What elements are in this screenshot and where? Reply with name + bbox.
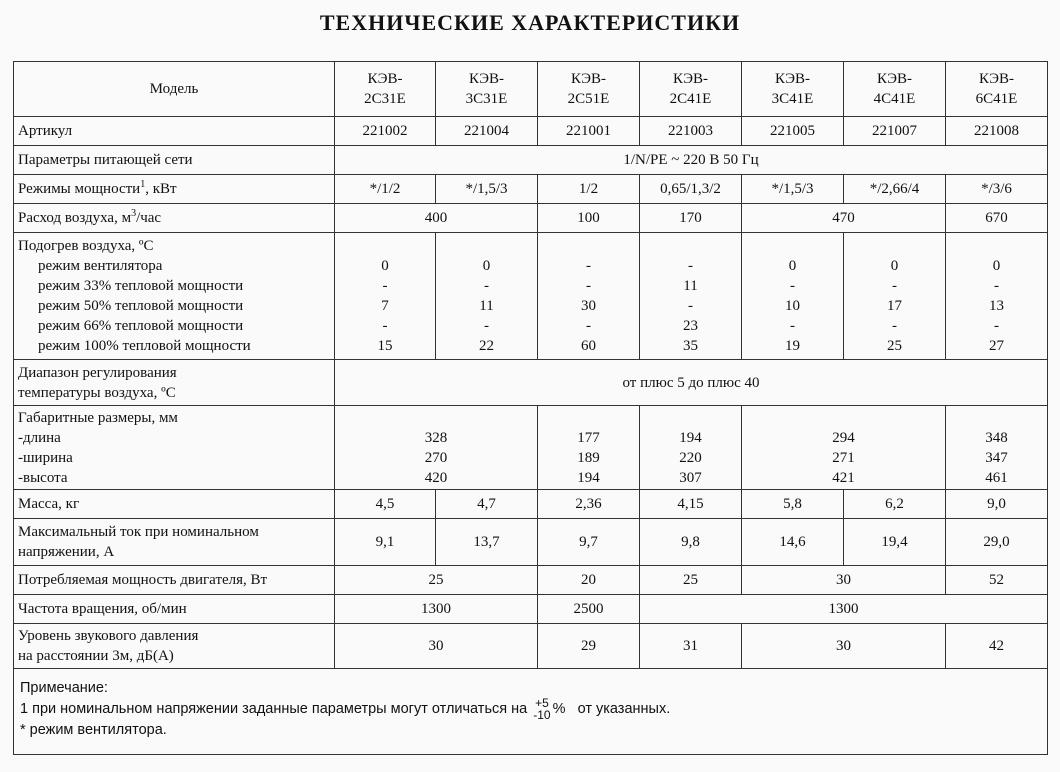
table-cell: 221008	[946, 117, 1048, 146]
model-label: Модель	[14, 62, 335, 117]
table-cell: 9,1	[335, 519, 436, 566]
table-cell: 294 271 421	[742, 406, 946, 490]
table-row	[14, 406, 1048, 490]
table-cell: 13,7	[436, 519, 538, 566]
table-row	[14, 62, 1048, 117]
table-cell: 30	[742, 624, 946, 669]
table-cell: - 11 - 23 35	[640, 233, 742, 360]
specs-table	[13, 61, 1048, 755]
table-cell: 670	[946, 204, 1048, 233]
model-cell: КЭВ- 2С41Е	[640, 62, 742, 117]
table-cell: 194 220 307	[640, 406, 742, 490]
noise-label: Уровень звукового давления на расстоянии 3м, дБ(А)	[14, 624, 335, 669]
page-title: ТЕХНИЧЕСКИЕ ХАРАКТЕРИСТИКИ	[319, 10, 741, 35]
network-value: 1/N/PE ~ 220 В 50 Гц	[335, 146, 1048, 175]
article-label: Артикул	[14, 117, 335, 146]
table-cell: 221001	[538, 117, 640, 146]
model-cell: КЭВ- 3С31Е	[436, 62, 538, 117]
table-cell: 170	[640, 204, 742, 233]
table-row	[14, 117, 1048, 146]
dimensions-label: Габаритные размеры, мм -длина -ширина -высота	[14, 406, 335, 490]
table-cell: 221002	[335, 117, 436, 146]
notes: Примечание: 1 при номинальном напряжении заданные параметры могут отличаться на +5 -10 % от указанных. * режим вентилятора.	[14, 669, 1048, 755]
table-cell: 20	[538, 566, 640, 595]
model-cell: КЭВ- 2С51Е	[538, 62, 640, 117]
table-cell: 6,2	[844, 490, 946, 519]
model-cell: КЭВ- 3С41Е	[742, 62, 844, 117]
mass-label: Масса, кг	[14, 490, 335, 519]
tolerance-fraction: +5 -10	[533, 696, 551, 722]
table-cell: 470	[742, 204, 946, 233]
table-row	[14, 175, 1048, 204]
table-cell: 29,0	[946, 519, 1048, 566]
table-cell: 328 270 420	[335, 406, 538, 490]
table-row	[14, 566, 1048, 595]
model-cell: КЭВ- 6С41Е	[946, 62, 1048, 117]
current-label: Максимальный ток при номинальном напряжении, А	[14, 519, 335, 566]
table-cell: 9,8	[640, 519, 742, 566]
heating-label: Подогрев воздуха, ºС режим вентилятора режим 33% тепловой мощности режим 50% тепловой мощности режим 66% тепловой мощности режим 100% тепловой мощности	[14, 233, 335, 360]
table-row	[14, 669, 1048, 755]
table-cell: 2500	[538, 595, 640, 624]
table-cell: */1/2	[335, 175, 436, 204]
table-cell: 4,7	[436, 490, 538, 519]
table-cell: 221003	[640, 117, 742, 146]
table-cell: 1/2	[538, 175, 640, 204]
airflow-label: Расход воздуха, $м^3$/час	[14, 204, 335, 233]
table-cell: 31	[640, 624, 742, 669]
table-cell: 5,8	[742, 490, 844, 519]
table-row	[14, 204, 1048, 233]
table-cell: 221005	[742, 117, 844, 146]
table-cell: 14,6	[742, 519, 844, 566]
table-cell: - - 30 - 60	[538, 233, 640, 360]
table-cell: 9,0	[946, 490, 1048, 519]
table-cell: 0 - 11 - 22	[436, 233, 538, 360]
motor-power-label: Потребляемая мощность двигателя, Вт	[14, 566, 335, 595]
table-cell: 30	[335, 624, 538, 669]
table-cell: 348 347 461	[946, 406, 1048, 490]
table-cell: */2,66/4	[844, 175, 946, 204]
table-cell: 400	[335, 204, 538, 233]
table-row	[14, 595, 1048, 624]
table-cell: 0 - 10 - 19	[742, 233, 844, 360]
table-row	[14, 360, 1048, 406]
table-cell: 52	[946, 566, 1048, 595]
temp-range-label: Диапазон регулирования температуры воздуха, ºС	[14, 360, 335, 406]
table-cell: 221007	[844, 117, 946, 146]
table-cell: 0 - 7 - 15	[335, 233, 436, 360]
table-row	[14, 146, 1048, 175]
temp-range-value: от плюс 5 до плюс 40	[335, 360, 1048, 406]
table-cell: */3/6	[946, 175, 1048, 204]
table-cell: 25	[335, 566, 538, 595]
table-cell: 42	[946, 624, 1048, 669]
table-cell: 1300	[335, 595, 538, 624]
table-row	[14, 490, 1048, 519]
table-cell: 0 - 13 - 27	[946, 233, 1048, 360]
table-cell: 1300	[640, 595, 1048, 624]
table-row	[14, 233, 1048, 360]
table-cell: 4,15	[640, 490, 742, 519]
table-cell: 2,36	[538, 490, 640, 519]
table-cell: 25	[640, 566, 742, 595]
table-cell: 100	[538, 204, 640, 233]
table-cell: 177 189 194	[538, 406, 640, 490]
table-cell: 4,5	[335, 490, 436, 519]
table-row	[14, 519, 1048, 566]
rotation-label: Частота вращения, об/мин	[14, 595, 335, 624]
table-cell: 0,65/1,3/2	[640, 175, 742, 204]
table-cell: 9,7	[538, 519, 640, 566]
network-label: Параметры питающей сети	[14, 146, 335, 175]
table-cell: 30	[742, 566, 946, 595]
table-cell: 29	[538, 624, 640, 669]
table-cell: 221004	[436, 117, 538, 146]
power-modes-label: Режимы мощности$^1$, кВт	[14, 175, 335, 204]
table-cell: 19,4	[844, 519, 946, 566]
table-cell: */1,5/3	[742, 175, 844, 204]
table-row	[14, 624, 1048, 669]
model-cell: КЭВ- 4С41Е	[844, 62, 946, 117]
model-cell: КЭВ- 2С31Е	[335, 62, 436, 117]
table-cell: */1,5/3	[436, 175, 538, 204]
table-cell: 0 - 17 - 25	[844, 233, 946, 360]
